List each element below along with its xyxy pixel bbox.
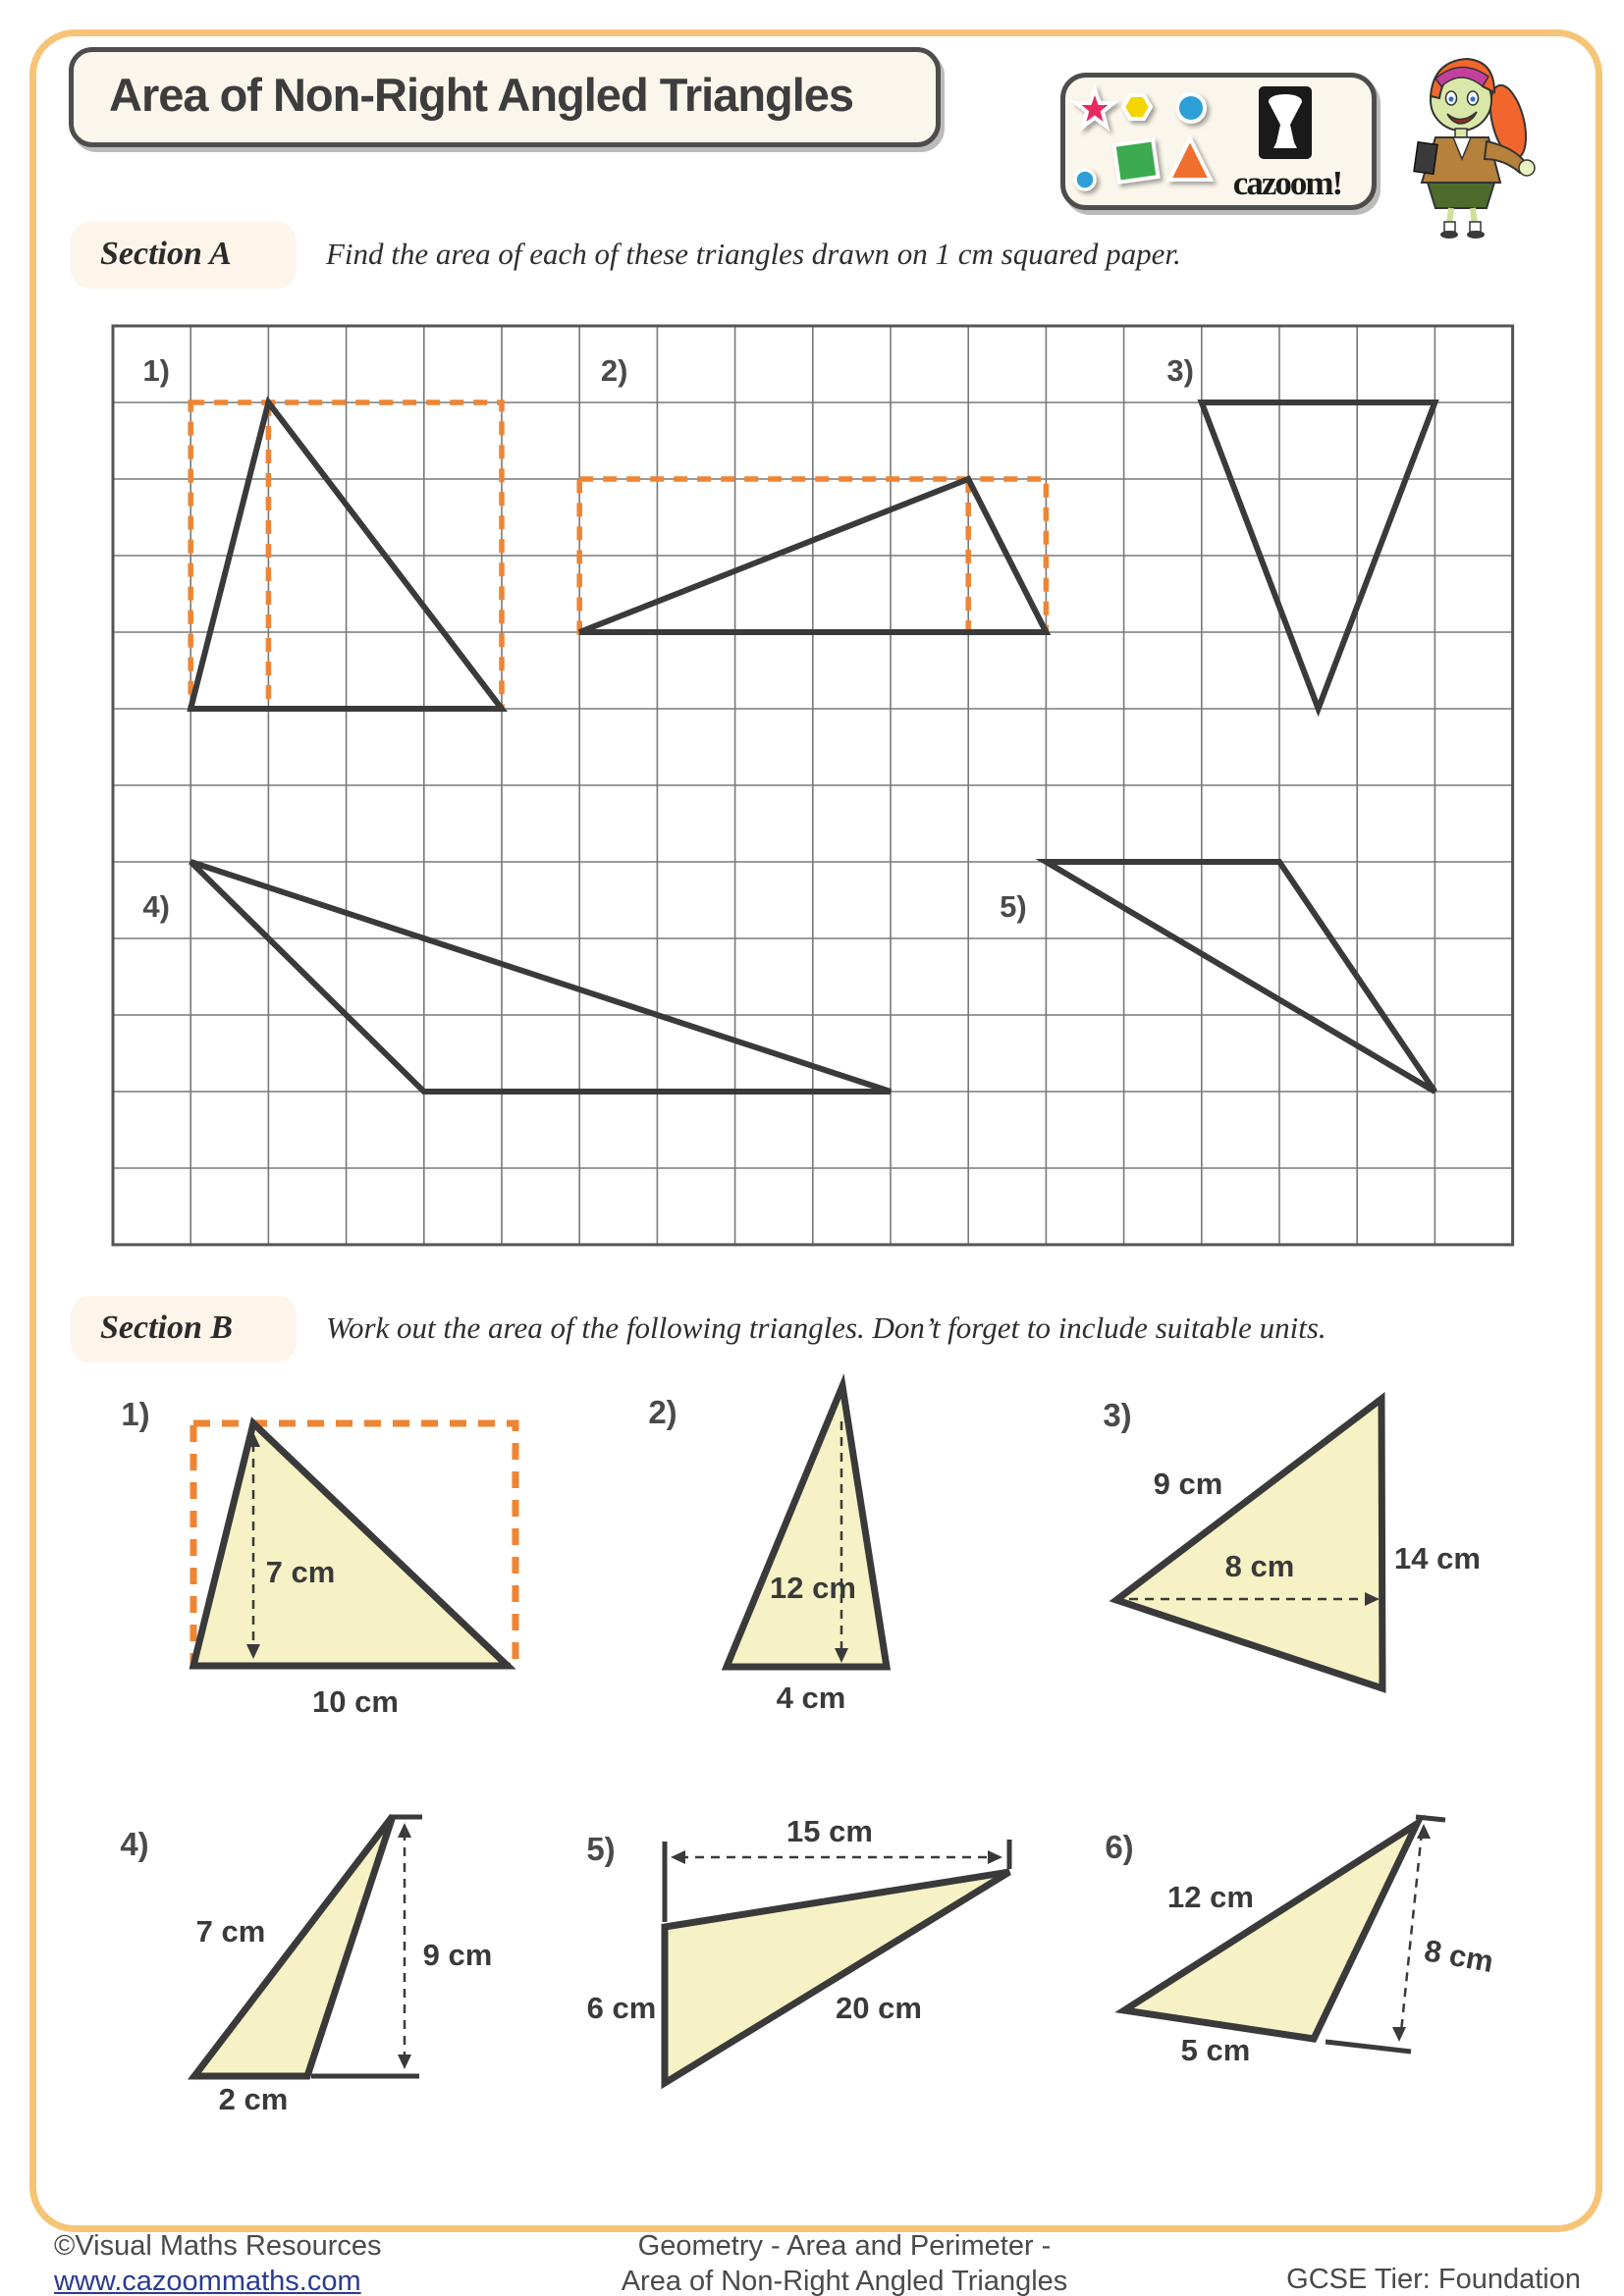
section-a-instruction: Find the area of each of these triangles drawn on 1 cm squared paper.	[326, 237, 1181, 271]
measure-line	[1326, 2042, 1411, 2052]
figure-number: 6)	[1105, 1829, 1134, 1865]
dimension-label: 7 cm	[265, 1555, 336, 1589]
footer-topic-line1: Geometry - Area and Perimeter -	[637, 2230, 1052, 2262]
figure-number: 2)	[648, 1394, 677, 1430]
dimension-label: 9 cm	[422, 1938, 493, 1972]
dimension-label: 15 cm	[786, 1814, 873, 1848]
page-title: Area of Non-Right Angled Triangles	[109, 69, 854, 121]
dimension-label: 8 cm	[1224, 1549, 1295, 1583]
measure-arrowhead	[1392, 2027, 1406, 2042]
dimensioned-triangle	[193, 1423, 508, 1666]
website-link[interactable]: www.cazoommaths.com	[54, 2266, 361, 2296]
figure-number: 2)	[600, 353, 628, 389]
dimensioned-triangle	[1116, 1399, 1382, 1688]
section-b-label: Section B	[71, 1296, 297, 1362]
figure-number: 5)	[586, 1831, 616, 1867]
measure-arrowhead	[671, 1850, 685, 1864]
dimensioned-triangle	[727, 1386, 887, 1667]
grid-triangle	[1046, 862, 1435, 1092]
dimension-label: 10 cm	[312, 1684, 399, 1719]
dimension-label: 12 cm	[1167, 1880, 1254, 1914]
dimension-label: 9 cm	[1153, 1467, 1223, 1501]
dimension-label: 8 cm	[1421, 1933, 1496, 1980]
dimension-label: 12 cm	[770, 1571, 856, 1605]
tier-label: GCSE Tier: Foundation	[1286, 2264, 1581, 2295]
section-b-instruction: Work out the area of the following triangles. Don’t forget to include suitable units.	[326, 1310, 1326, 1345]
section-a-label: Section A	[71, 222, 297, 289]
footer-topic-line2: Area of Non-Right Angled Triangles	[621, 2266, 1068, 2296]
dimension-label: 7 cm	[195, 1914, 266, 1949]
dimension-label: 5 cm	[1180, 2033, 1251, 2067]
copyright-text: ©Visual Maths Resources	[54, 2230, 382, 2262]
figure-number: 1)	[121, 1396, 150, 1432]
dimension-label: 4 cm	[776, 1681, 846, 1715]
height-dashed-line	[1401, 1832, 1422, 2032]
measure-arrowhead	[988, 1850, 1002, 1864]
page-footer	[0, 2226, 1624, 2296]
dimension-label: 14 cm	[1394, 1541, 1481, 1575]
dimension-label: 20 cm	[836, 1991, 922, 2025]
dimensioned-triangle	[1124, 1824, 1417, 2039]
dimensioned-triangle	[665, 1872, 1009, 2083]
dimension-label: 2 cm	[218, 2082, 289, 2116]
figure-number: 3)	[1103, 1397, 1132, 1433]
measure-arrowhead	[398, 1823, 411, 1838]
dimension-label: 6 cm	[586, 1991, 657, 2025]
figure-number: 1)	[142, 353, 170, 389]
grid-triangle	[190, 862, 891, 1092]
figure-number: 4)	[142, 889, 170, 925]
figure-number: 3)	[1166, 353, 1194, 389]
figure-number: 5)	[1000, 889, 1027, 925]
figure-number: 4)	[120, 1826, 149, 1862]
measure-arrowhead	[398, 2055, 411, 2069]
brand-name: cazoom!	[1232, 164, 1342, 202]
